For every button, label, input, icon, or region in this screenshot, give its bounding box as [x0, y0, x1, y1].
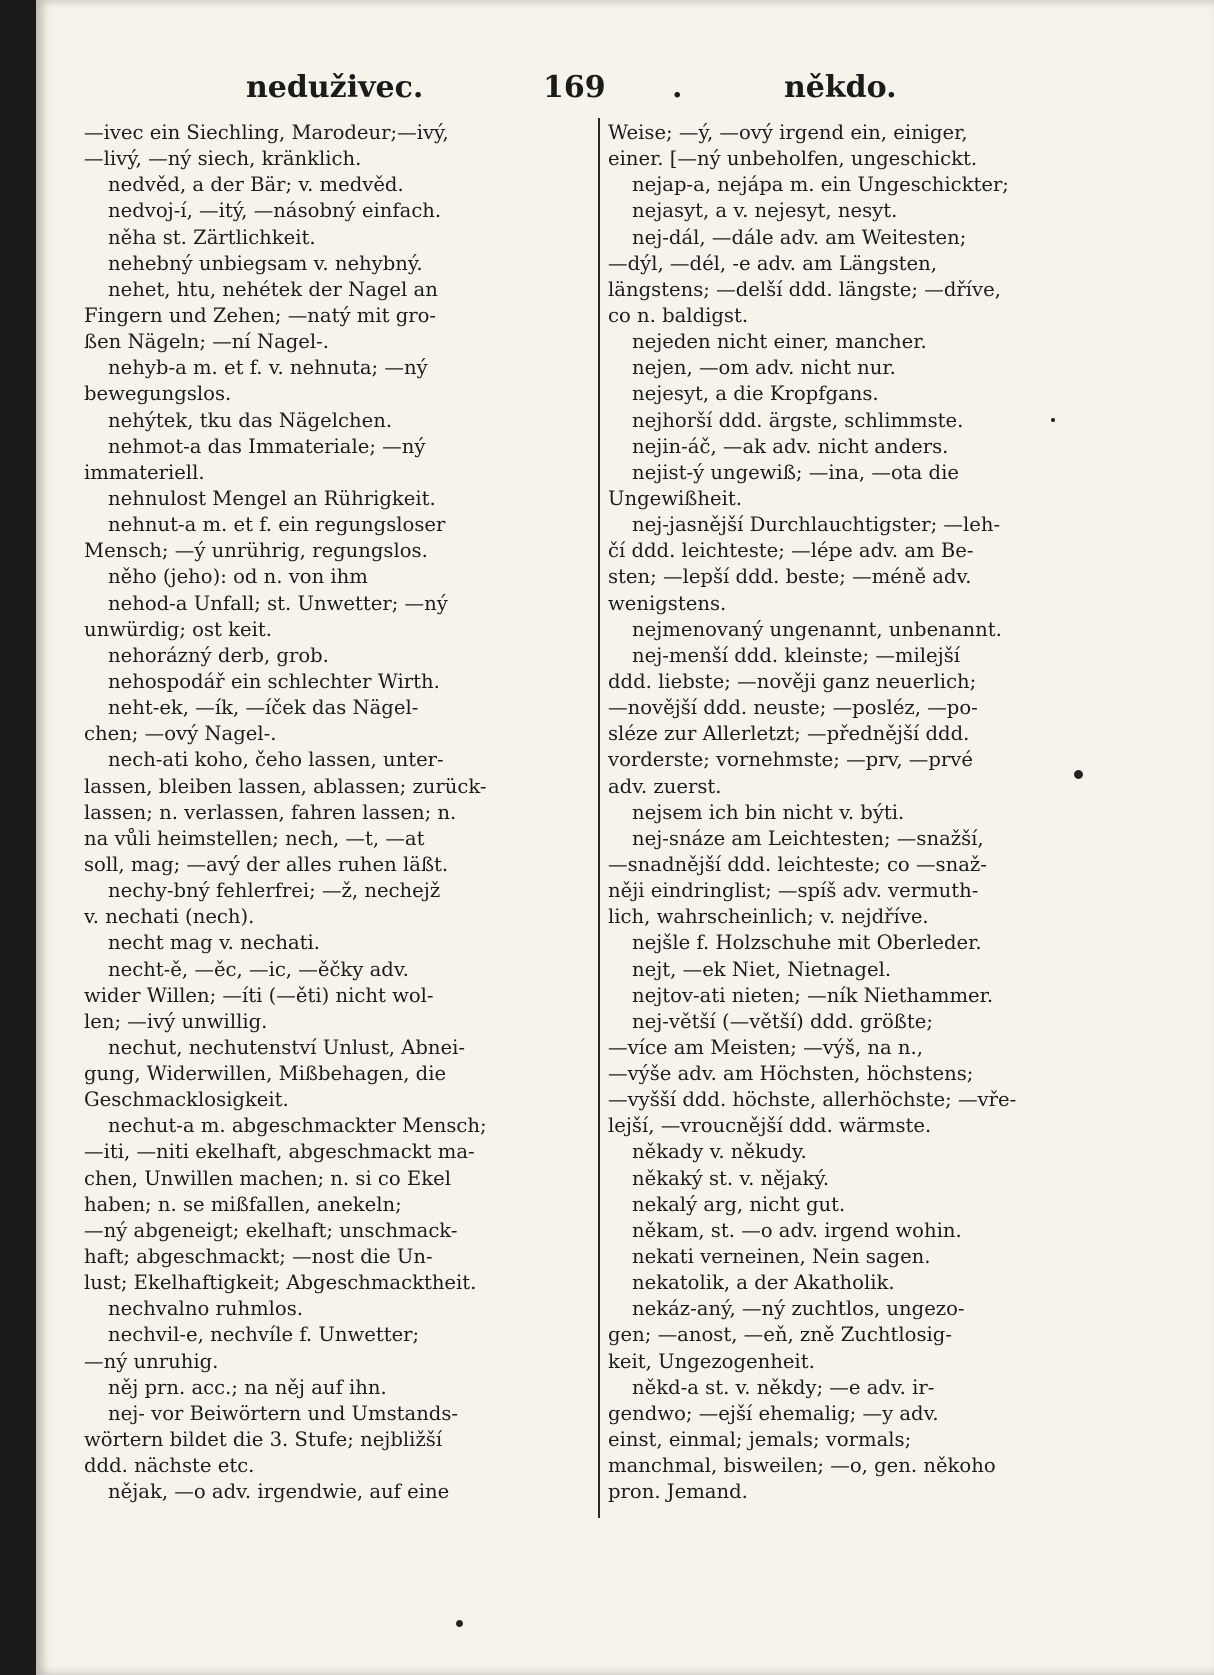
entry-line: einer. [—ný unbeholfen, ungeschickt.: [608, 147, 978, 171]
entry-line: —dýl, —dél, -e adv. am Längsten,: [608, 251, 937, 275]
entry-line: na vůli heimstellen; nech, —t, —at: [84, 826, 425, 850]
entry-line: chen; —ový Nagel-.: [84, 722, 277, 746]
entry-line: něha st. Zärtlichkeit.: [108, 225, 316, 249]
entry-line: někady v. někudy.: [632, 1140, 807, 1164]
entry-line: nehod-a Unfall; st. Unwetter; —ný: [108, 591, 448, 615]
page-number: 169: [543, 70, 606, 105]
entry-line: ddd. liebste; —nověji ganz neuerlich;: [608, 669, 977, 693]
entry-line: nedvěd, a der Bär; v. medvěd.: [108, 173, 404, 197]
entry-line: sten; —lepší ddd. beste; —méně adv.: [608, 565, 972, 589]
entry-line: —ný abgeneigt; ekelhaft; unschmack-: [84, 1218, 458, 1242]
entry-line: někam, st. —o adv. irgend wohin.: [632, 1218, 962, 1242]
entry-line: ßen Nägeln; —ní Nagel-.: [84, 330, 329, 354]
entry-line: nejen, —om adv. nicht nur.: [632, 356, 896, 380]
entry-line: necht-ě, —ěc, —ic, —ěčky adv.: [108, 957, 409, 981]
entry-line: co n. baldigst.: [608, 303, 749, 327]
entry-line: lich, wahrscheinlich; v. nejdříve.: [608, 905, 929, 929]
entry-line: něho (jeho): od n. von ihm: [108, 565, 368, 589]
entry-line: nejšle f. Holzschuhe mit Oberleder.: [632, 931, 982, 955]
entry-line: nejesyt, a die Kropfgans.: [632, 382, 879, 406]
entry-line: len; —ivý unwillig.: [84, 1009, 268, 1033]
entry-line: nej-jasnější Durchlauchtigster; —leh-: [632, 513, 1001, 537]
entry-line: einst, einmal; jemals; vormals;: [608, 1428, 912, 1452]
entry-line: wider Willen; —íti (—ěti) nicht wol-: [84, 983, 434, 1007]
entry-line: —ný unruhig.: [84, 1349, 219, 1373]
entry-line: —vyšší ddd. höchste, allerhöchste; —vře-: [608, 1088, 1017, 1112]
entry-line: něj prn. acc.; na něj auf ihn.: [108, 1375, 387, 1399]
entry-line: nejeden nicht einer, mancher.: [632, 330, 927, 354]
entry-line: nej- vor Beiwörtern und Umstands-: [108, 1401, 459, 1425]
entry-line: nekati verneinen, Nein sagen.: [632, 1245, 931, 1269]
entry-line: neht-ek, —ík, —íček das Nägel-: [108, 696, 419, 720]
entry-line: necht mag v. nechati.: [108, 931, 321, 955]
left-column: [84, 120, 594, 1505]
entry-line: lejší, —vroucnější ddd. wärmste.: [608, 1114, 932, 1138]
entry-line: nehnulost Mengel an Rührigkeit.: [108, 486, 436, 510]
speck: [1074, 770, 1083, 779]
entry-line: nechvalno ruhmlos.: [108, 1297, 303, 1321]
entry-line: nej-větší (—větší) ddd. größte;: [632, 1009, 933, 1033]
page-header: [36, 70, 1214, 110]
entry-line: Mensch; —ý unrührig, regungslos.: [84, 539, 428, 563]
entry-line: nekatolik, a der Akatholik.: [632, 1271, 895, 1295]
entry-line: někd-a st. v. někdy; —e adv. ir-: [632, 1375, 935, 1399]
entry-line: nejin-áč, —ak adv. nicht anders.: [632, 434, 949, 458]
entry-line: nechut-a m. abgeschmackter Mensch;: [108, 1114, 487, 1138]
entry-line: haben; n. se mißfallen, anekeln;: [84, 1192, 402, 1216]
entry-line: Fingern und Zehen; —natý mit gro-: [84, 303, 437, 327]
entry-line: nehorázný derb, grob.: [108, 643, 329, 667]
entry-line: manchmal, bisweilen; —o, gen. někoho: [608, 1454, 996, 1478]
header-left-word: neduživec.: [246, 70, 424, 105]
entry-line: čí ddd. leichteste; —lépe adv. am Be-: [608, 539, 974, 563]
column-divider: [598, 118, 600, 1518]
entry-line: někaký st. v. nějaký.: [632, 1166, 830, 1190]
entry-line: nějak, —o adv. irgendwie, auf eine: [108, 1480, 450, 1504]
entry-line: nehet, htu, nehétek der Nagel an: [108, 277, 438, 301]
entry-line: nej-dál, —dále adv. am Weitesten;: [632, 225, 967, 249]
entry-line: nehebný unbiegsam v. nehybný.: [108, 251, 423, 275]
entry-line: Ungewißheit.: [608, 486, 742, 510]
entry-line: keit, Ungezogenheit.: [608, 1349, 815, 1373]
entry-line: nechy-bný fehlerfrei; —ž, nechejž: [108, 879, 441, 903]
entry-line: gendwo; —ejší ehemalig; —y adv.: [608, 1401, 939, 1425]
entry-line: —livý, —ný siech, kränklich.: [84, 147, 362, 171]
entry-line: —snadnější ddd. leichteste; co —snaž-: [608, 852, 987, 876]
entry-line: lust; Ekelhaftigkeit; Abgeschmacktheit.: [84, 1271, 477, 1295]
entry-line: nehýtek, tku das Nägelchen.: [108, 408, 393, 432]
entry-line: nehnut-a m. et f. ein regungsloser: [108, 513, 446, 537]
entry-line: gen; —anost, —eň, zně Zuchtlosig-: [608, 1323, 952, 1347]
entry-line: —výše adv. am Höchsten, höchstens;: [608, 1062, 974, 1086]
entry-line: vorderste; vornehmste; —prv, —prvé: [608, 748, 973, 772]
entry-line: nehospodář ein schlechter Wirth.: [108, 669, 440, 693]
entry-line: nekáz-aný, —ný zuchtlos, ungezo-: [632, 1297, 965, 1321]
entry-line: wörtern bildet die 3. Stufe; nejbližší: [84, 1428, 443, 1452]
entry-line: chen, Unwillen machen; n. si co Ekel: [84, 1166, 451, 1190]
header-dot: .: [672, 70, 683, 105]
entry-line: nekalý arg, nicht gut.: [632, 1192, 846, 1216]
dictionary-page: [36, 0, 1214, 1675]
entry-line: Weise; —ý, —ový irgend ein, einiger,: [608, 121, 968, 144]
entry-line: nejtov-ati nieten; —ník Niethammer.: [632, 983, 994, 1007]
entry-line: längstens; —delší ddd. längste; —dříve,: [608, 277, 1001, 301]
entry-line: v. nechati (nech).: [84, 905, 255, 929]
entry-line: sléze zur Allerletzt; —přednější ddd.: [608, 722, 970, 746]
entry-line: nehmot-a das Immateriale; —ný: [108, 434, 426, 458]
entry-line: nejmenovaný ungenannt, unbenannt.: [632, 617, 1002, 641]
entry-line: lassen, bleiben lassen, ablassen; zurück-: [84, 774, 487, 798]
entry-line: nejist-ý ungewiß; —ina, —ota die: [632, 460, 959, 484]
entry-line: —iti, —niti ekelhaft, abgeschmackt ma-: [84, 1140, 475, 1164]
entry-line: nejhorší ddd. ärgste, schlimmste.: [632, 408, 964, 432]
entry-line: nejap-a, nejápa m. ein Ungeschickter;: [632, 173, 1009, 197]
entry-line: haft; abgeschmackt; —nost die Un-: [84, 1245, 433, 1269]
entry-line: bewegungslos.: [84, 382, 232, 406]
entry-line: ddd. nächste etc.: [84, 1454, 255, 1478]
right-column: [608, 120, 1118, 1505]
entry-line: pron. Jemand.: [608, 1480, 748, 1504]
entry-line: nech-ati koho, čeho lassen, unter-: [108, 748, 444, 772]
entry-line: wenigstens.: [608, 591, 727, 615]
entry-line: nejt, —ek Niet, Nietnagel.: [632, 957, 892, 981]
entry-line: Geschmacklosigkeit.: [84, 1088, 289, 1112]
entry-line: nejsem ich bin nicht v. býti.: [632, 800, 905, 824]
entry-line: nechvil-e, nechvíle f. Unwetter;: [108, 1323, 420, 1347]
entry-line: immateriell.: [84, 460, 205, 484]
entry-line: lassen; n. verlassen, fahren lassen; n.: [84, 800, 457, 824]
entry-line: nej-menší ddd. kleinste; —milejší: [632, 643, 961, 667]
entry-line: nedvoj-í, —itý, —násobný einfach.: [108, 199, 442, 223]
header-right-word: někdo.: [784, 70, 897, 105]
entry-line: —novější ddd. neuste; —posléz, —po-: [608, 696, 978, 720]
entry-line: nejasyt, a v. nejesyt, nesyt.: [632, 199, 898, 223]
entry-line: gung, Widerwillen, Mißbehagen, die: [84, 1062, 447, 1086]
entry-line: nehyb-a m. et f. v. nehnuta; —ný: [108, 356, 428, 380]
entry-line: —více am Meisten; —výš, na n.,: [608, 1035, 923, 1059]
entry-line: soll, mag; —avý der alles ruhen läßt.: [84, 852, 449, 876]
entry-line: nechut, nechutenství Unlust, Abnei-: [108, 1035, 465, 1059]
speck: [456, 1620, 463, 1627]
entry-line: něji eindringlist; —spíš adv. vermuth-: [608, 879, 979, 903]
entry-line: adv. zuerst.: [608, 774, 722, 798]
speck: [1051, 418, 1055, 422]
entry-line: nej-snáze am Leichtesten; —snažší,: [632, 826, 984, 850]
entry-line: unwürdig; ost keit.: [84, 617, 272, 641]
entry-line: —ivec ein Siechling, Marodeur;—ivý,: [84, 121, 449, 144]
